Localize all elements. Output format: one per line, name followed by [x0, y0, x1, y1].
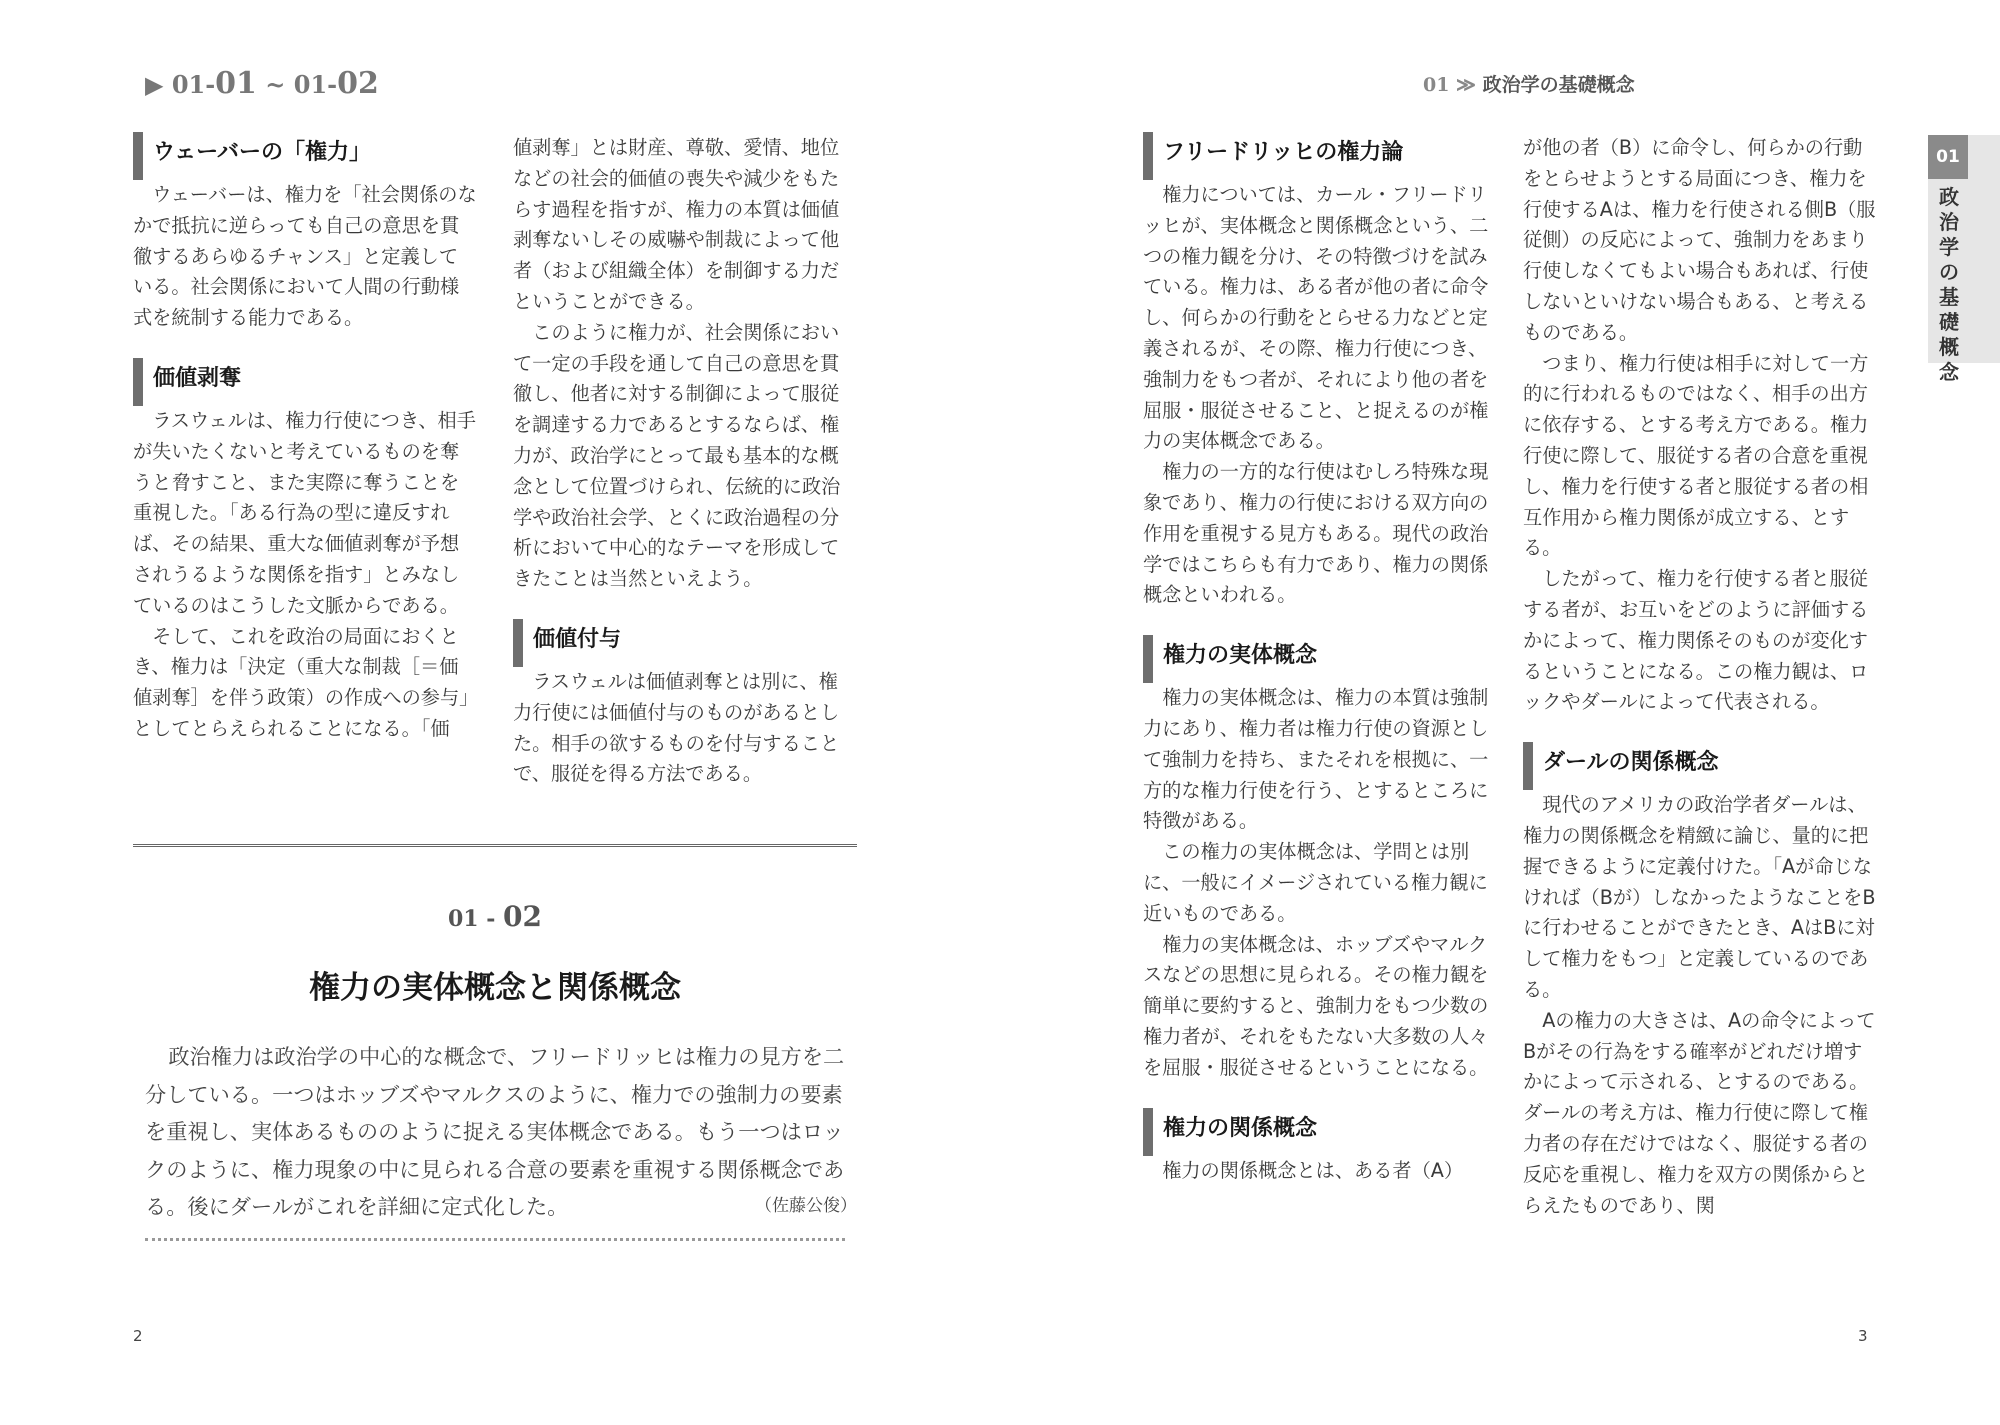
paragraph: 権力については、カール・フリードリッヒが、実体概念と関係概念という、二つの権力観を分け、その特徴づけを試みている。権力は、ある者が他の者に命令し、何らかの行動をとらせる力などと定義されるが、その際、権力行使につき、強制力をもつ者が、それにより他の者を屈服・服従させること、と捉えるのが権力の実体概念である。 [1143, 183, 1489, 453]
chapter-title: 政治学の基礎概念 [1482, 74, 1635, 96]
section-heading: フリードリッヒの権力論 [1143, 138, 1491, 168]
header-prefix: ▶ 01- [145, 70, 216, 99]
paragraph: 現代のアメリカの政治学者ダールは、権力の関係概念を精緻に論じ、量的に把握できるように定義付けた。「Aが命じなければ（Bが）しなかったようなことをBに行わせることができたとき、AはBに対して権力をもつ」と定義しているのである。 [1523, 793, 1876, 1001]
paragraph: 値剥奪」とは財産、尊敬、愛情、地位などの社会的価値の喪失や減少をもたらす過程を指すが、権力の本質は価値剥奪ないしその威嚇や制裁によって他者（および組織全体）を制御する力だということができる。 [513, 136, 840, 313]
subsection-title: 権力の実体概念と関係概念 [309, 970, 681, 1006]
paragraph: 権力の実体概念は、ホッブズやマルクスなどの思想に見られる。その権力観を簡単に要約すると、強制力をもつ少数の権力者が、それをもたない大多数の人々を屈服・服従させるということになる。 [1143, 932, 1489, 1079]
summary-box [145, 1038, 857, 1226]
header-sep: ~ 01- [256, 70, 338, 99]
subsection-number-a: 01 - [447, 906, 504, 932]
paragraph: したがって、権力を行使する者と服従する者が、お互いをどのように評価するかによって、権力関係そのものが変化するということになる。この権力観は、ロックやダールによって代表される。 [1523, 567, 1869, 714]
paragraph: ラスウェルは価値剥奪とは別に、権力行使には価値付与のものがあるとした。相手の欲するものを付与することで、服従を得る方法である。 [513, 669, 840, 786]
section-heading: 価値剥奪 [133, 364, 477, 394]
author-credit: （佐藤公俊） [755, 1196, 857, 1216]
paragraph: この権力の実体概念は、学問とは別に、一般にイメージされている権力観に近いものである。 [1143, 840, 1488, 925]
paragraph: ラスウェルは、権力行使につき、相手が失いたくないと考えているものを奪うと脅すこと、また実際に奪うことを重視した。「ある行為の型に違反すれば、その結果、重大な価値剥奪が予想されうるような関係を指す」とみなしているのはこうした文脈からである。 [133, 408, 476, 617]
paragraph: が他の者（B）に命令し、何らかの行動をとらせようとする局面につき、権力を行使するAは、権力を行使される側B（服従側）の反応によって、強制力をあまり行使しなくてもよい場合もあれば、行使しないといけない場合もある、と考えるものである。 [1523, 136, 1876, 344]
paragraph: つまり、権力行使は相手に対して一方的に行われるものではなく、相手の出方に依存する、とする考え方である。権力行使に際して、服従する者の合意を重視し、権力を行使する者と服従する者の相互作用から権力関係が成立する、とする。 [1523, 351, 1869, 560]
running-header-left [145, 66, 379, 101]
running-header-right [1423, 70, 1635, 97]
right-column-2 [1523, 133, 1878, 1221]
header-num-a: 01 [215, 66, 257, 101]
section-divider [133, 844, 857, 847]
paragraph: Aの権力の大きさは、Aの命令によってBがその行為をする確率がどれだけ増すかによって示される、とするのである。ダールの考え方は、権力行使に際して権力者の存在だけではなく、服従する者の反応を重視し、権力を双方の関係からとらえたものであり、関 [1523, 1008, 1876, 1217]
side-tab-title: 政治学の基礎概念 [1939, 185, 1959, 384]
chapter-side-tab [1928, 135, 2000, 384]
section-heading: 価値付与 [513, 625, 857, 655]
left-column-1 [133, 138, 477, 745]
header-num-b: 02 [337, 66, 379, 101]
subsection-number [0, 900, 990, 933]
page-number-right: 3 [1858, 1327, 1868, 1345]
paragraph: 権力の一方的な行使はむしろ特殊な現象であり、権力の行使における双方向の作用を重視する見方もある。現代の政治学ではこちらも有力であり、権力の関係概念といわれる。 [1143, 460, 1489, 607]
left-column-2 [513, 133, 857, 790]
right-column-1 [1143, 138, 1491, 1186]
subsection-number-b: 02 [503, 900, 543, 933]
paragraph: 権力の関係概念とは、ある者（A） [1162, 1158, 1464, 1182]
paragraph: 権力の実体概念は、権力の本質は強制力にあり、権力者は権力行使の資源として強制力を持ち、またそれを根拠に、一方的な権力行使を行う、とするところに特徴がある。 [1143, 686, 1489, 833]
summary-text: 政治権力は政治学の中心的な概念で、フリードリッヒは権力の見方を二分している。一つはホッブズやマルクスのように、権力での強制力の要素を重視し、実体あるもののように捉える実体概念である。もう一つはロックのように、権力現象の中に見られる合意の要素を重視する関係概念である。後にダールがこれを詳細に定式化した。 [145, 1044, 845, 1219]
paragraph: そして、これを政治の局面におくとき、権力は「決定（重大な制裁［＝価値剥奪］を伴う政策）の作成への参与」としてとらえられることになる。「価 [133, 624, 469, 740]
section-heading: 権力の実体概念 [1143, 641, 1491, 671]
chapter-number: 01 ≫ [1423, 74, 1476, 96]
section-heading: ウェーバーの「権力」 [133, 138, 477, 168]
section-heading: ダールの関係概念 [1523, 748, 1878, 778]
side-tab-number: 01 [1928, 135, 1968, 179]
paragraph: ウェーバーは、権力を「社会関係のなかで抵抗に逆らっても自己の意思を貫徹するあらゆるチャンス」と定義している。社会関係において人間の行動様式を統制する能力である。 [133, 183, 477, 330]
paragraph: このように権力が、社会関係において一定の手段を通して自己の意思を貫徹し、他者に対する制御によって服従を調達する力であるとするならば、権力が、政治学にとって最も基本的な概念として位置づけられ、伝統的に政治学や政治社会学、とくに政治過程の分析において中心的なテーマを形成してきたことは当然といえよう。 [513, 320, 841, 591]
dotted-rule [145, 1238, 845, 1241]
page-number-left: 2 [133, 1327, 143, 1345]
section-heading: 権力の関係概念 [1143, 1114, 1491, 1144]
